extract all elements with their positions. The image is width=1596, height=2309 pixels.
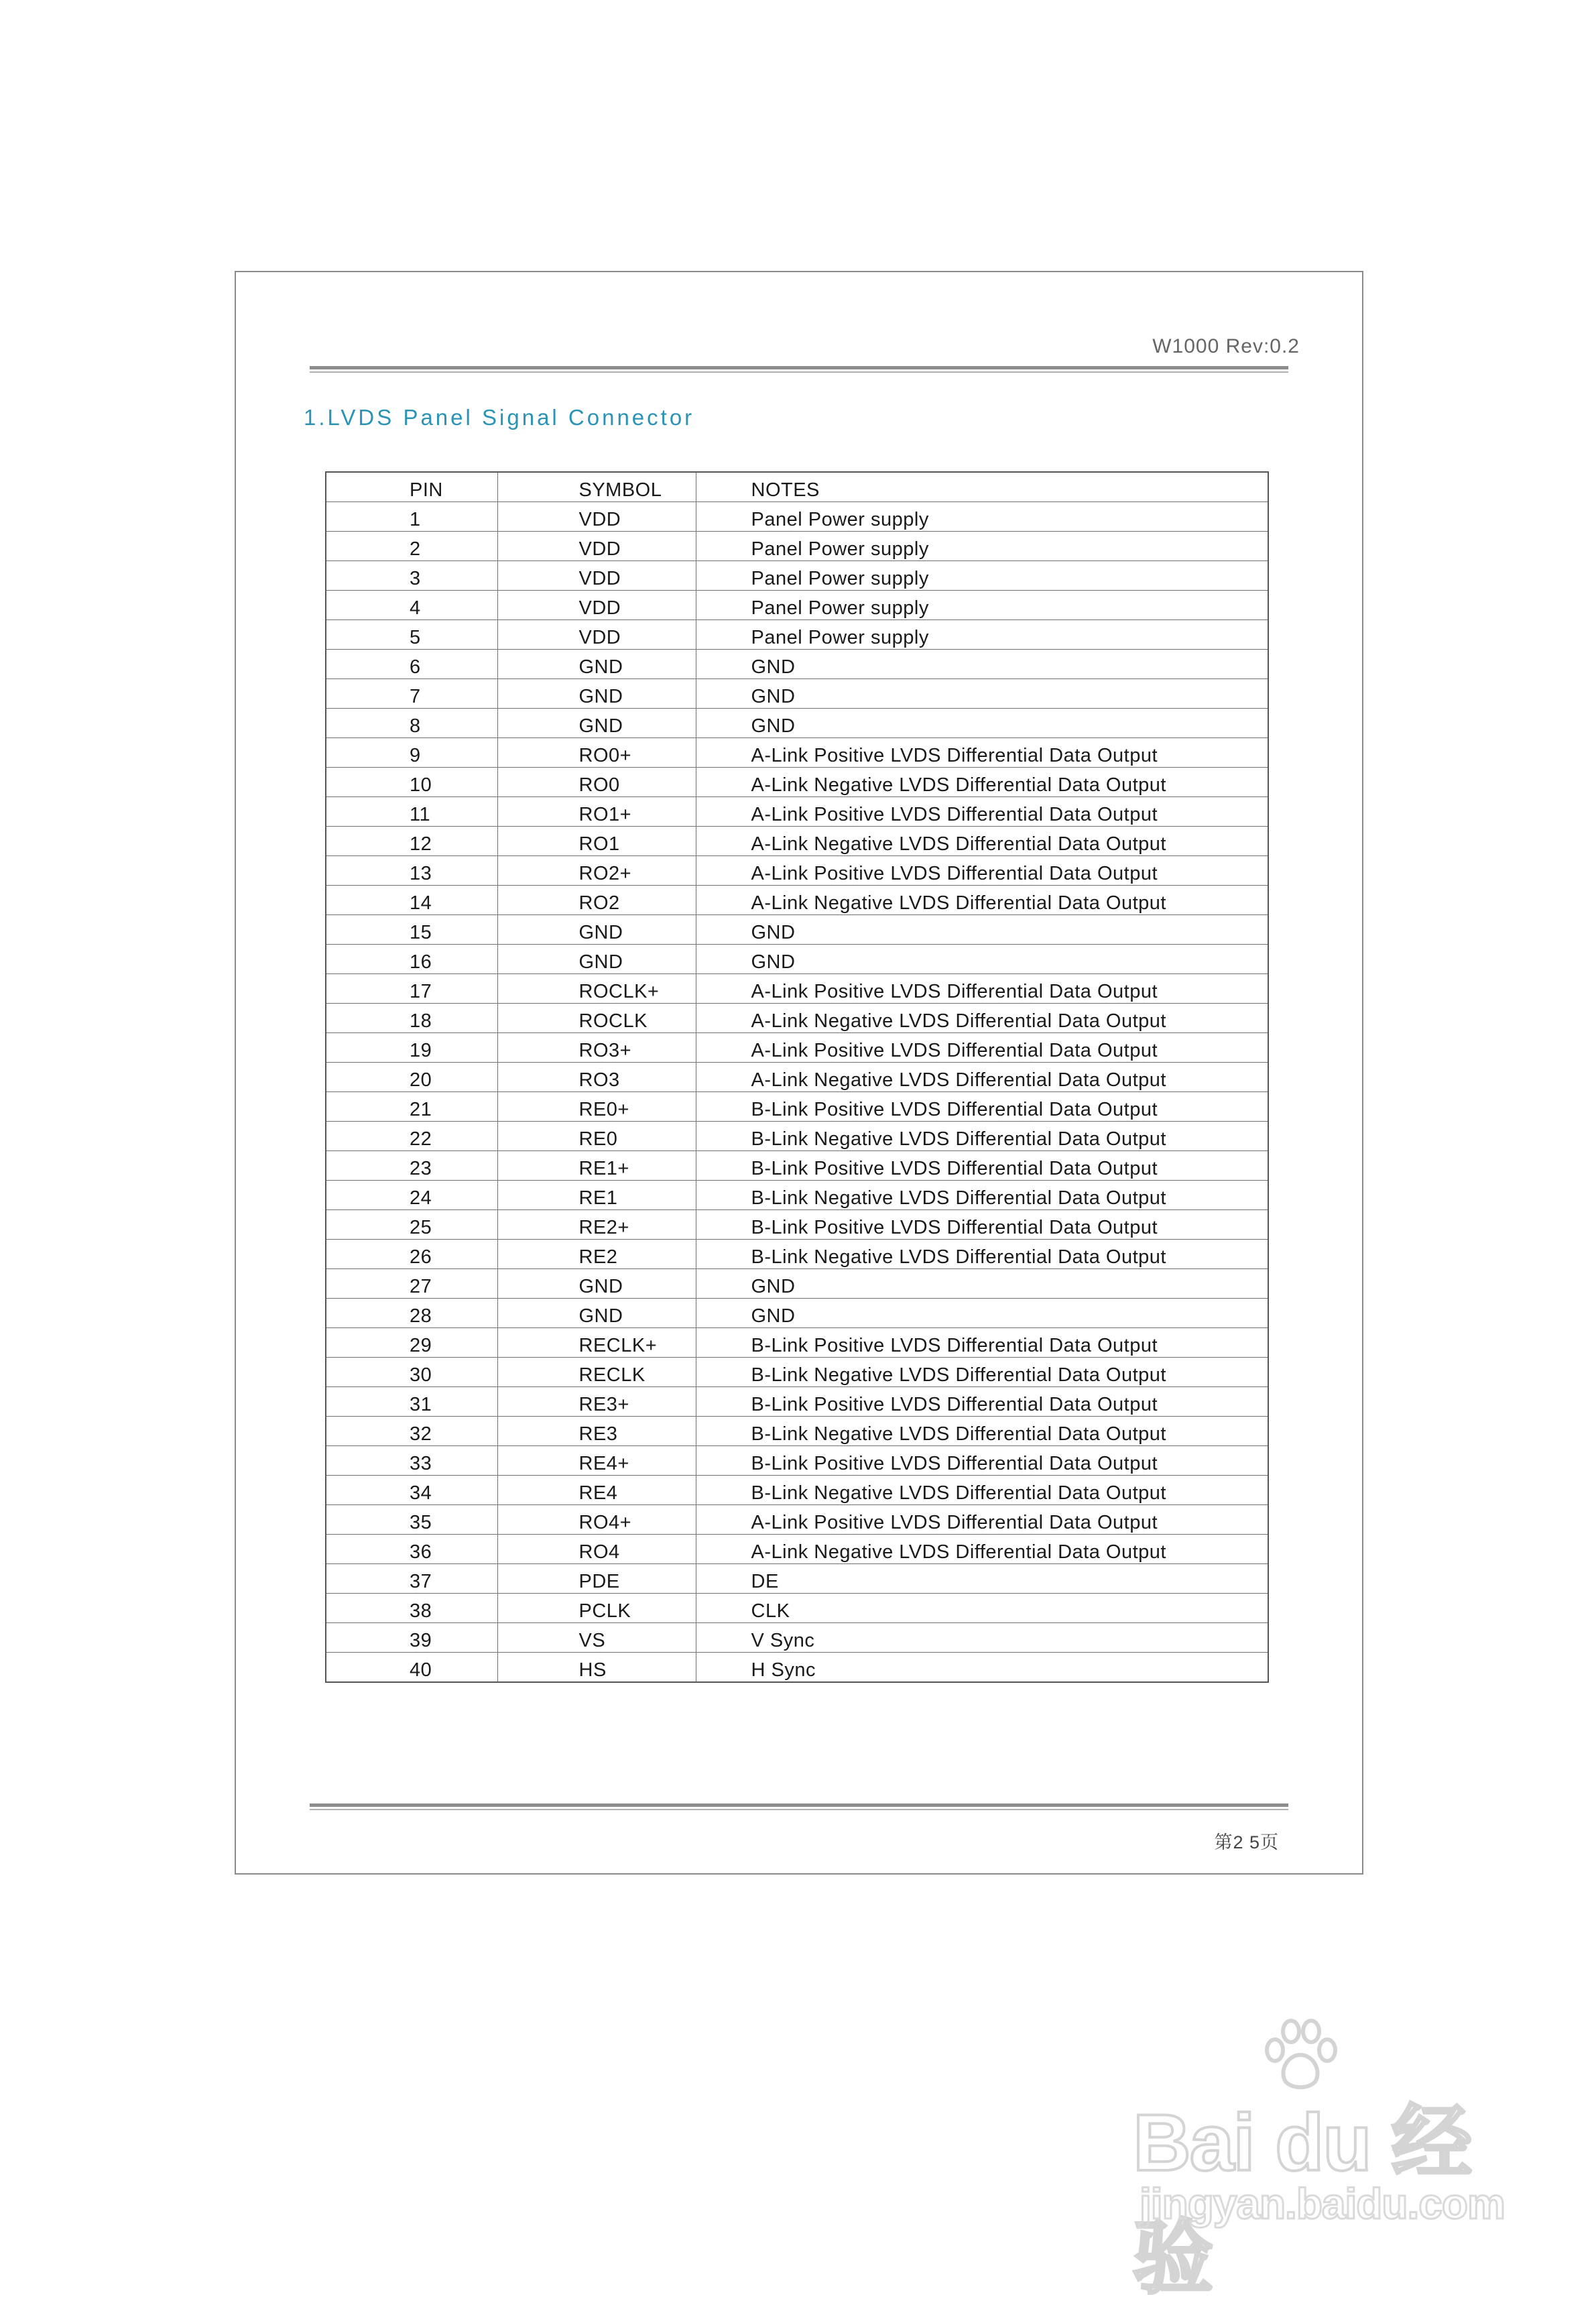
symbol-cell: GND [497, 1269, 696, 1299]
symbol-cell: PDE [497, 1564, 696, 1594]
pin-cell: 26 [326, 1240, 497, 1269]
table-row [326, 1151, 1268, 1181]
table-row [326, 1033, 1268, 1063]
notes-cell: GND [696, 945, 1268, 974]
notes-cell: V Sync [696, 1623, 1268, 1653]
notes-cell: A-Link Negative LVDS Differential Data Output [696, 1004, 1268, 1033]
table-row [326, 650, 1268, 679]
table-row [326, 1328, 1268, 1358]
table-row [326, 679, 1268, 709]
table-row [326, 1004, 1268, 1033]
symbol-cell: GND [497, 1299, 696, 1328]
notes-cell: CLK [696, 1594, 1268, 1623]
pin-cell: 28 [326, 1299, 497, 1328]
pin-cell: 24 [326, 1181, 497, 1210]
pin-cell: 2 [326, 532, 497, 561]
symbol-cell: RE0 [497, 1122, 696, 1151]
symbol-cell: VDD [497, 620, 696, 650]
table-row [326, 1122, 1268, 1151]
notes-cell: A-Link Negative LVDS Differential Data Output [696, 1063, 1268, 1092]
notes-cell: B-Link Negative LVDS Differential Data Output [696, 1181, 1268, 1210]
notes-cell: B-Link Positive LVDS Differential Data Output [696, 1446, 1268, 1476]
pin-cell: 25 [326, 1210, 497, 1240]
notes-cell: GND [696, 1269, 1268, 1299]
table-row [326, 827, 1268, 856]
pin-cell: 16 [326, 945, 497, 974]
table-row [326, 945, 1268, 974]
pin-cell: 38 [326, 1594, 497, 1623]
pin-cell: 37 [326, 1564, 497, 1594]
symbol-cell: GND [497, 709, 696, 738]
notes-cell: Panel Power supply [696, 591, 1268, 620]
symbol-cell: GND [497, 945, 696, 974]
pin-cell: 7 [326, 679, 497, 709]
notes-cell: B-Link Positive LVDS Differential Data Output [696, 1328, 1268, 1358]
table-row [326, 1594, 1268, 1623]
symbol-cell: RO0+ [497, 738, 696, 768]
notes-cell: Panel Power supply [696, 502, 1268, 532]
table-row [326, 1476, 1268, 1505]
symbol-cell: VDD [497, 561, 696, 591]
table-row [326, 1181, 1268, 1210]
pin-cell: 12 [326, 827, 497, 856]
table-row [326, 1535, 1268, 1564]
pin-cell: 36 [326, 1535, 497, 1564]
symbol-cell: RE4+ [497, 1446, 696, 1476]
symbol-cell: RO4+ [497, 1505, 696, 1535]
pin-cell: 18 [326, 1004, 497, 1033]
section-title: 1.LVDS Panel Signal Connector [304, 405, 695, 430]
column-header-symbol: SYMBOL [497, 472, 696, 502]
notes-cell: A-Link Negative LVDS Differential Data Output [696, 768, 1268, 797]
notes-cell: B-Link Negative LVDS Differential Data Output [696, 1476, 1268, 1505]
pin-cell: 32 [326, 1417, 497, 1446]
document-id: W1000 Rev:0.2 [1152, 335, 1300, 357]
pin-cell: 11 [326, 797, 497, 827]
notes-cell: DE [696, 1564, 1268, 1594]
symbol-cell: PCLK [497, 1594, 696, 1623]
table-row [326, 1653, 1268, 1683]
pin-cell: 3 [326, 561, 497, 591]
pin-cell: 10 [326, 768, 497, 797]
footer-rule [310, 1803, 1288, 1810]
table-row [326, 974, 1268, 1004]
symbol-cell: GND [497, 915, 696, 945]
pin-cell: 35 [326, 1505, 497, 1535]
table-row [326, 797, 1268, 827]
notes-cell: B-Link Negative LVDS Differential Data Output [696, 1240, 1268, 1269]
notes-cell: GND [696, 650, 1268, 679]
notes-cell: B-Link Positive LVDS Differential Data Output [696, 1387, 1268, 1417]
table-body [326, 502, 1268, 1683]
symbol-cell: RE3 [497, 1417, 696, 1446]
watermark-brand: Bai du 经验 [1133, 2098, 1471, 2303]
table-row [326, 1505, 1268, 1535]
notes-cell: H Sync [696, 1653, 1268, 1683]
watermark-url: jingyan.baidu.com [1140, 2180, 1505, 2228]
notes-cell: B-Link Negative LVDS Differential Data Output [696, 1417, 1268, 1446]
notes-cell: B-Link Negative LVDS Differential Data Output [696, 1122, 1268, 1151]
symbol-cell: VDD [497, 502, 696, 532]
symbol-cell: VS [497, 1623, 696, 1653]
pin-cell: 27 [326, 1269, 497, 1299]
table-row [326, 1446, 1268, 1476]
symbol-cell: RECLK+ [497, 1328, 696, 1358]
pin-cell: 13 [326, 856, 497, 886]
page-number: 第2 5页 [1214, 1832, 1279, 1852]
baidu-watermark [1133, 2018, 1515, 2303]
symbol-cell: GND [497, 679, 696, 709]
symbol-cell: RO3 [497, 1063, 696, 1092]
notes-cell: GND [696, 709, 1268, 738]
pin-cell: 6 [326, 650, 497, 679]
notes-cell: B-Link Positive LVDS Differential Data Output [696, 1092, 1268, 1122]
pin-table [325, 471, 1269, 1683]
table-row [326, 1210, 1268, 1240]
pin-cell: 5 [326, 620, 497, 650]
notes-cell: GND [696, 915, 1268, 945]
table-row [326, 1358, 1268, 1387]
table-row [326, 1269, 1268, 1299]
symbol-cell: VDD [497, 532, 696, 561]
notes-cell: GND [696, 679, 1268, 709]
header-rule [310, 366, 1288, 373]
table-row [326, 532, 1268, 561]
notes-cell: B-Link Positive LVDS Differential Data Output [696, 1210, 1268, 1240]
symbol-cell: RO0 [497, 768, 696, 797]
symbol-cell: RO1+ [497, 797, 696, 827]
symbol-cell: RECLK [497, 1358, 696, 1387]
symbol-cell: HS [497, 1653, 696, 1683]
pin-cell: 23 [326, 1151, 497, 1181]
symbol-cell: RE0+ [497, 1092, 696, 1122]
symbol-cell: RO3+ [497, 1033, 696, 1063]
notes-cell: Panel Power supply [696, 532, 1268, 561]
symbol-cell: RE3+ [497, 1387, 696, 1417]
pin-cell: 22 [326, 1122, 497, 1151]
pin-cell: 14 [326, 886, 497, 915]
column-header-pin: PIN [326, 472, 497, 502]
notes-cell: A-Link Positive LVDS Differential Data Output [696, 1033, 1268, 1063]
pin-cell: 40 [326, 1653, 497, 1683]
notes-cell: A-Link Positive LVDS Differential Data Output [696, 1505, 1268, 1535]
symbol-cell: RE1 [497, 1181, 696, 1210]
symbol-cell: RE1+ [497, 1151, 696, 1181]
table-row [326, 1623, 1268, 1653]
pin-cell: 4 [326, 591, 497, 620]
pin-cell: 9 [326, 738, 497, 768]
pin-cell: 21 [326, 1092, 497, 1122]
table-row [326, 856, 1268, 886]
table-row [326, 561, 1268, 591]
symbol-cell: RO2 [497, 886, 696, 915]
column-header-notes: NOTES [696, 472, 1268, 502]
pin-cell: 15 [326, 915, 497, 945]
notes-cell: A-Link Positive LVDS Differential Data Output [696, 856, 1268, 886]
symbol-cell: RO4 [497, 1535, 696, 1564]
table-row [326, 1240, 1268, 1269]
symbol-cell: RE2+ [497, 1210, 696, 1240]
notes-cell: A-Link Positive LVDS Differential Data Output [696, 738, 1268, 768]
pin-cell: 17 [326, 974, 497, 1004]
table-row [326, 886, 1268, 915]
table-row [326, 738, 1268, 768]
symbol-cell: RE2 [497, 1240, 696, 1269]
table-row [326, 709, 1268, 738]
notes-cell: Panel Power supply [696, 561, 1268, 591]
table-row [326, 1299, 1268, 1328]
table-row [326, 591, 1268, 620]
notes-cell: A-Link Negative LVDS Differential Data Output [696, 1535, 1268, 1564]
notes-cell: Panel Power supply [696, 620, 1268, 650]
notes-cell: GND [696, 1299, 1268, 1328]
table-row [326, 620, 1268, 650]
table-row [326, 1092, 1268, 1122]
pin-cell: 19 [326, 1033, 497, 1063]
notes-cell: A-Link Negative LVDS Differential Data Output [696, 886, 1268, 915]
table-row [326, 1063, 1268, 1092]
pin-cell: 30 [326, 1358, 497, 1387]
symbol-cell: RO1 [497, 827, 696, 856]
pin-cell: 20 [326, 1063, 497, 1092]
symbol-cell: GND [497, 650, 696, 679]
pin-cell: 31 [326, 1387, 497, 1417]
notes-cell: A-Link Positive LVDS Differential Data Output [696, 797, 1268, 827]
symbol-cell: ROCLK+ [497, 974, 696, 1004]
pin-cell: 34 [326, 1476, 497, 1505]
symbol-cell: ROCLK [497, 1004, 696, 1033]
symbol-cell: RO2+ [497, 856, 696, 886]
pin-cell: 8 [326, 709, 497, 738]
notes-cell: B-Link Negative LVDS Differential Data Output [696, 1358, 1268, 1387]
table-row [326, 1564, 1268, 1594]
pin-cell: 29 [326, 1328, 497, 1358]
table-row [326, 1417, 1268, 1446]
table-row [326, 768, 1268, 797]
notes-cell: A-Link Negative LVDS Differential Data Output [696, 827, 1268, 856]
table-header-row [326, 472, 1268, 502]
symbol-cell: RE4 [497, 1476, 696, 1505]
table-row [326, 502, 1268, 532]
table-row [326, 915, 1268, 945]
pin-cell: 33 [326, 1446, 497, 1476]
pin-cell: 39 [326, 1623, 497, 1653]
table-row [326, 1387, 1268, 1417]
notes-cell: B-Link Positive LVDS Differential Data Output [696, 1151, 1268, 1181]
notes-cell: A-Link Positive LVDS Differential Data Output [696, 974, 1268, 1004]
symbol-cell: VDD [497, 591, 696, 620]
pin-cell: 1 [326, 502, 497, 532]
